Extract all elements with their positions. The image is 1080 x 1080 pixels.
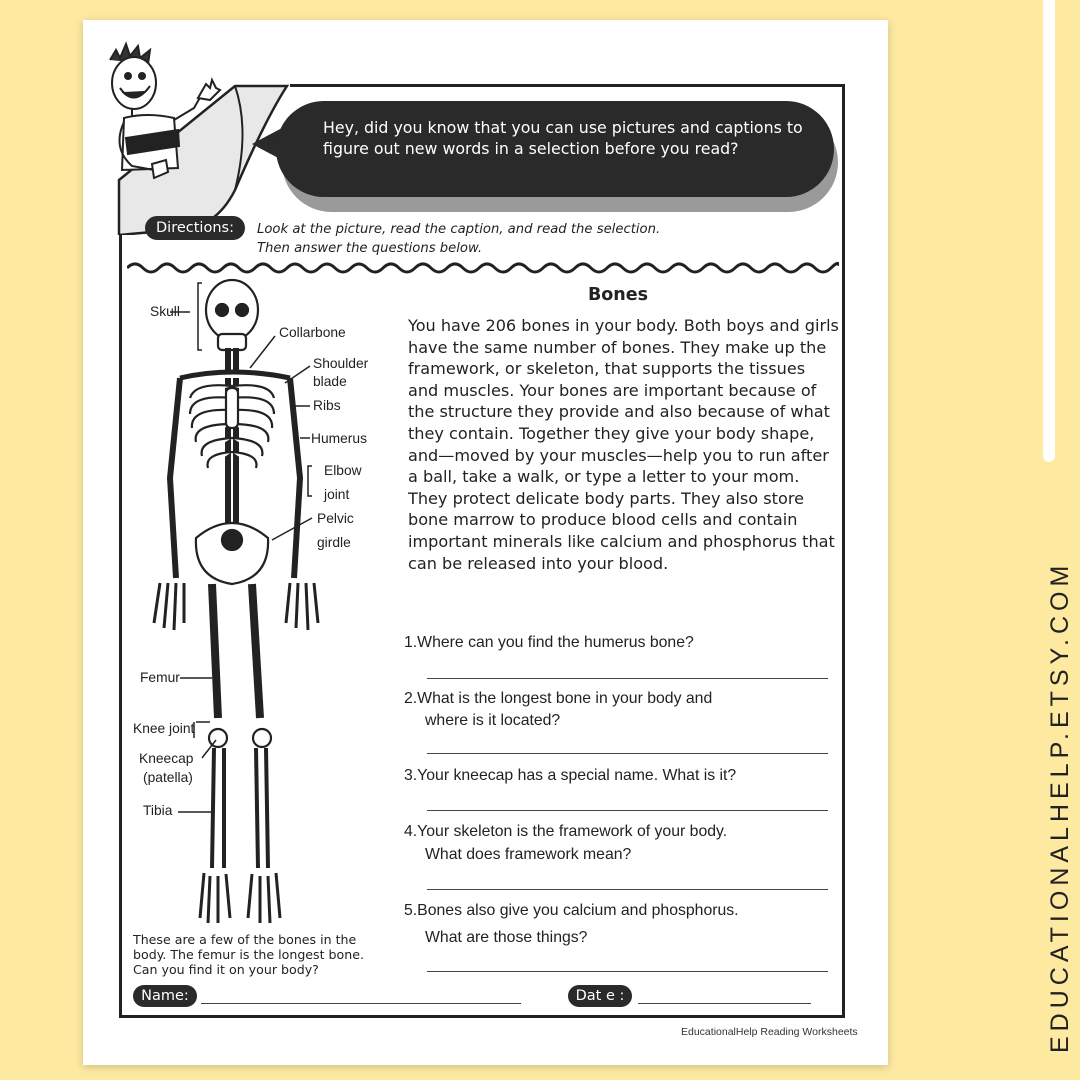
label-shoulder-blade-1: Shoulder	[313, 356, 369, 371]
date-field[interactable]	[638, 1003, 811, 1004]
figure-caption	[133, 932, 393, 977]
answer-line-1[interactable]	[427, 678, 828, 679]
label-humerus: Humerus	[311, 431, 367, 446]
label-collarbone: Collarbone	[279, 325, 346, 340]
label-tibia: Tibia	[143, 803, 173, 818]
wavy-divider	[127, 256, 839, 276]
question-2-continued: where is it located?	[425, 712, 561, 729]
label-pelvic-2: girdle	[317, 535, 351, 550]
article-body: You have 206 bones in your body. Both boys and girls have the same number of bones. They make up the framework, or skeleton, that supports the tissues and muscles. Your bones are important because of the structure they provide and also because of what they contain. Together they give your body shape, and—moved by your muscles—help you to run after a ball, take a walk, or type a letter to your mom. They protect delicate body parts. They also store bone marrow to produce blood cells and contain important minerals like calcium and phosphorus that can be released into your blood.	[408, 316, 839, 573]
name-field[interactable]	[201, 1003, 521, 1004]
label-elbow-2: joint	[324, 487, 350, 502]
question-4-continued: What does framework mean?	[425, 846, 632, 863]
label-shoulder-blade-2: blade	[313, 374, 347, 389]
label-ribs: Ribs	[313, 398, 341, 413]
caption-line-3: Can you find it on your body?	[133, 962, 319, 977]
label-knee-joint: Knee joint	[133, 721, 195, 736]
label-skull: Skull	[150, 304, 180, 319]
label-femur: Femur	[140, 670, 180, 685]
directions-line-2: Then answer the questions below.	[257, 241, 483, 256]
article-title: Bones	[587, 285, 649, 305]
question-5: 5.Bones also give you calcium and phosphorus.	[404, 902, 739, 919]
speech-text: Hey, did you know that you can use pictures and captions to figure out new words in a selection before you read?	[323, 118, 803, 158]
speech-bubble	[276, 101, 834, 197]
date-badge: Dat e :	[568, 985, 632, 1007]
answer-line-5[interactable]	[427, 971, 828, 972]
question-2: 2.What is the longest bone in your body and	[404, 690, 713, 707]
answer-line-2[interactable]	[427, 753, 828, 754]
footer-credit: EducationalHelp Reading Worksheets	[681, 1026, 858, 1038]
question-5-continued: What are those things?	[425, 929, 588, 946]
directions-line-1: Look at the picture, read the caption, and read the selection.	[257, 222, 661, 237]
directions-badge: Directions:	[145, 216, 245, 240]
question-1: 1.Where can you find the humerus bone?	[404, 634, 694, 651]
caption-line-2: body. The femur is the longest bone.	[133, 947, 364, 962]
skeleton-illustration	[140, 278, 340, 928]
question-4: 4.Your skeleton is the framework of your body.	[404, 823, 728, 840]
directions-text	[257, 220, 660, 258]
label-pelvic-1: Pelvic	[317, 511, 354, 526]
label-kneecap-1: Kneecap	[139, 751, 194, 766]
answer-line-4[interactable]	[427, 889, 828, 890]
question-3: 3.Your kneecap has a special name. What is it?	[404, 767, 737, 784]
name-badge: Name:	[133, 985, 197, 1007]
caption-line-1: These are a few of the bones in the	[133, 932, 357, 947]
label-elbow-1: Elbow	[324, 463, 362, 478]
decorative-bar	[1043, 0, 1055, 462]
answer-line-3[interactable]	[427, 810, 828, 811]
brand-vertical-text: EDUCATIONALHELP.ETSY.COM	[1046, 560, 1074, 1053]
label-kneecap-2: (patella)	[143, 770, 193, 785]
cartoon-boy-illustration	[102, 38, 232, 188]
